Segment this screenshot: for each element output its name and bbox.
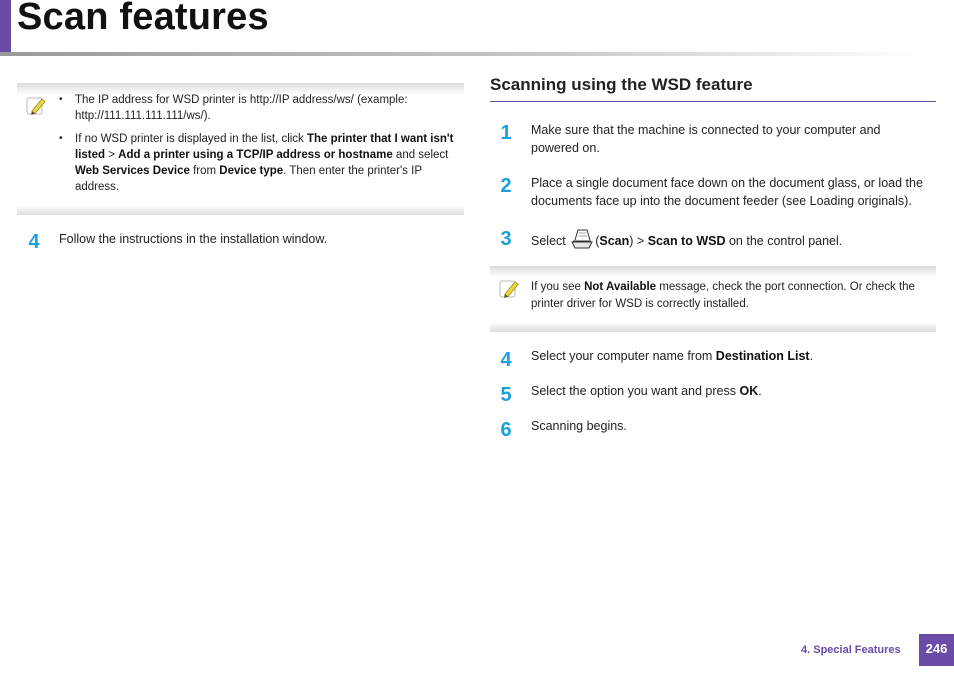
note-text-bold: Device type: [219, 165, 284, 177]
step-text-part: (: [595, 234, 600, 248]
section-divider: [490, 101, 936, 102]
note-text-part: If no WSD printer is displayed in the list, click: [75, 133, 307, 145]
step-number: 4: [28, 231, 40, 253]
note-text-bold: The printer that I want isn't listed: [75, 133, 454, 161]
scan-icon: [569, 227, 595, 251]
step-number: 1: [500, 122, 512, 144]
step-text: Make sure that the machine is connected to your computer and powered on.: [531, 123, 881, 155]
title-divider: [0, 52, 920, 56]
step-text-bold: OK: [739, 384, 759, 398]
note-box-not-available: [490, 266, 936, 332]
step-text: [531, 347, 935, 365]
step-number: 6: [500, 419, 512, 441]
step-text-part: Select your computer name from: [531, 349, 716, 363]
note-box-wsd-address: [17, 83, 464, 215]
step-text-bold: Scan to WSD: [647, 234, 726, 248]
step-text-part: .: [758, 384, 762, 398]
section-heading: Scanning using the WSD feature: [490, 75, 753, 94]
step-text-part: Select the option you want and press: [531, 384, 740, 398]
note-text-part: >: [105, 149, 119, 161]
note-bullet: [59, 92, 461, 124]
note-bullet-list: [59, 92, 461, 202]
pencil-note-icon: [25, 95, 47, 117]
step-text-bold: Destination List: [715, 349, 810, 363]
step-text: Follow the instructions in the installation window.: [59, 232, 328, 246]
step-text-bold: Scan: [599, 234, 630, 248]
step-text-part: on the control panel.: [725, 234, 843, 248]
page-number: 246: [919, 634, 954, 666]
note-text-part: The IP address for WSD printer is http://IP address/ws/ (example: http://111.111.111.111/ws/).: [75, 94, 408, 122]
note-text-part: from: [189, 165, 220, 177]
step-text: Place a single document face down on the document glass, or load the documents face up into the document feeder (see Loading originals).: [531, 176, 923, 208]
step-number: 3: [500, 228, 512, 250]
step-text-part: .: [809, 349, 814, 363]
page-title: Scan features: [17, 0, 269, 38]
footer-section-label: 4. Special Features: [801, 644, 901, 656]
note-text-part: and select: [392, 149, 449, 161]
note-text: [531, 279, 935, 313]
step-text-part: Select: [531, 234, 570, 248]
step-text: Scanning begins.: [531, 419, 627, 433]
step-number: 4: [500, 349, 512, 371]
note-text-bold: Add a printer using a TCP/IP address or hostname: [118, 149, 393, 161]
pencil-note-icon: [498, 278, 520, 300]
step-number: 5: [500, 384, 512, 406]
title-accent-bar: [0, 0, 11, 52]
note-text-part: If you see: [531, 281, 585, 293]
note-text-bold: Not Available: [584, 281, 657, 293]
step-text: [531, 227, 935, 251]
step-text: [531, 382, 935, 400]
note-bullet: [59, 131, 461, 195]
note-text-part: message, check the port connection. Or check the printer driver for WSD is correctly installed.: [531, 281, 915, 310]
step-number: 2: [500, 175, 512, 197]
note-text-part: . Then enter the printer's IP address.: [75, 165, 422, 193]
step-text-part: ) >: [629, 234, 648, 248]
note-text-bold: Web Services Device: [75, 165, 190, 177]
